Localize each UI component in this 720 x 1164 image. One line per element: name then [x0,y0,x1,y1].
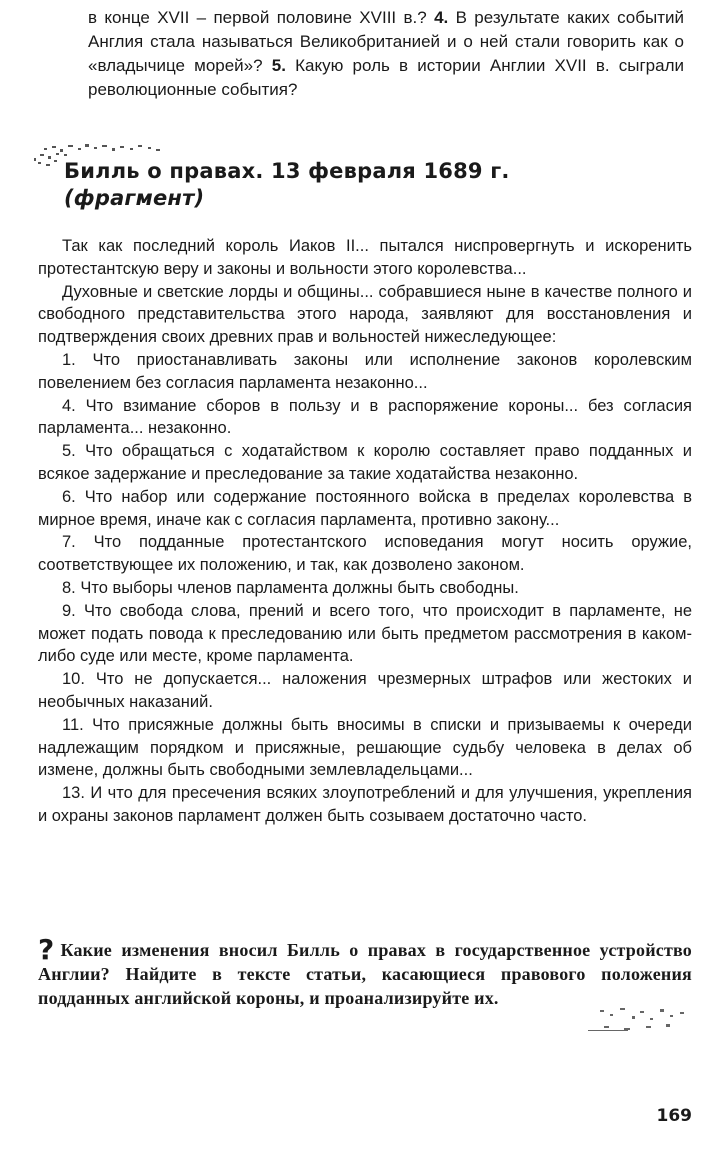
paragraph: 4. Что взимание сборов в пользу и в распоряжение короны... без согласия парламента... незаконно. [38,396,692,438]
document-title [64,158,510,212]
question-number-5: 5. [271,56,286,75]
section-heading [18,142,678,222]
document-subtitle: (фрагмент) [64,186,205,210]
page-number: 169 [656,1106,692,1126]
intro-text-2: В результате каких событий Англия стала называться Великобританией и о ней стали говорить как о «владычице морей»? [88,8,684,75]
decorative-smudge [580,1000,700,1040]
paragraph: 10. Что не допускается... наложения чрезмерных штрафов или жестоких и необычных наказаний. [38,670,692,711]
paragraph: 1. Что приостанавливать законы или исполнение законов королевским повелением без согласия парламента незаконно... [38,350,692,392]
paragraph: 6. Что набор или содержание постоянного войска в пределах королевства в мирное время, иначе как с согласия парламента, противно закону... [38,487,692,529]
bill-of-rights-text [38,235,692,828]
document-title-text: Билль о правах. 13 февраля 1689 г. [64,159,510,183]
question-number-4: 4. [434,8,449,27]
paragraph: Духовные и светские лорды и общины... собравшиеся ныне в качестве полного и свободного представительства этого народа, заявляют для восстановления и подтверждения своих древних прав и вольностей нижеследующее: [38,282,692,347]
paragraph: 7. Что подданные протестантского исповедания могут носить оружие, соответствующее их положению, и так, как дозволено законом. [38,533,692,575]
intro-questions [88,6,684,102]
intro-text-1: в конце XVII – первой половине XVIII в.? [88,8,435,27]
paragraph: 5. Что обращаться с ходатайством к королю составляет право подданных и всякое задержание и преследование за такие ходатайства незаконно. [38,442,692,483]
paragraph: 8. Что выборы членов парламента должны быть свободны. [62,578,519,597]
paragraph: 13. И что для пресечения всяких злоупотреблений и для улучшения, укрепления и охраны законов парламент должен быть созываем достаточно часто. [38,784,692,825]
paragraph: 11. Что присяжные должны быть вносимы в списки и призываемы к очереди надлежащим порядком и присяжные, решающие судьбу человека в делах об измене, должны быть свободными землевладельцами... [38,715,692,780]
review-question-text: Какие изменения вносил Билль о правах в государственное устройство Англии? Найдите в тексте статьи, касающиеся правового положения подданных английской короны, и проанализируйте их. [38,940,692,1008]
paragraph: 9. Что свобода слова, прений и всего того, что происходит в парламенте, не может подать повода к преследованию или быть предметом рассмотрения в каком-либо суде или месте, кроме парламента. [38,601,692,666]
paragraph: Так как последний король Иаков II... пытался ниспровергнуть и искоренить протестантскую веру и законы и вольности этого королевства... [38,237,692,278]
question-mark-icon: ? [38,933,55,966]
intro-text-3: Какую роль в истории Англии XVII в. сыграли революционные события? [88,56,684,99]
